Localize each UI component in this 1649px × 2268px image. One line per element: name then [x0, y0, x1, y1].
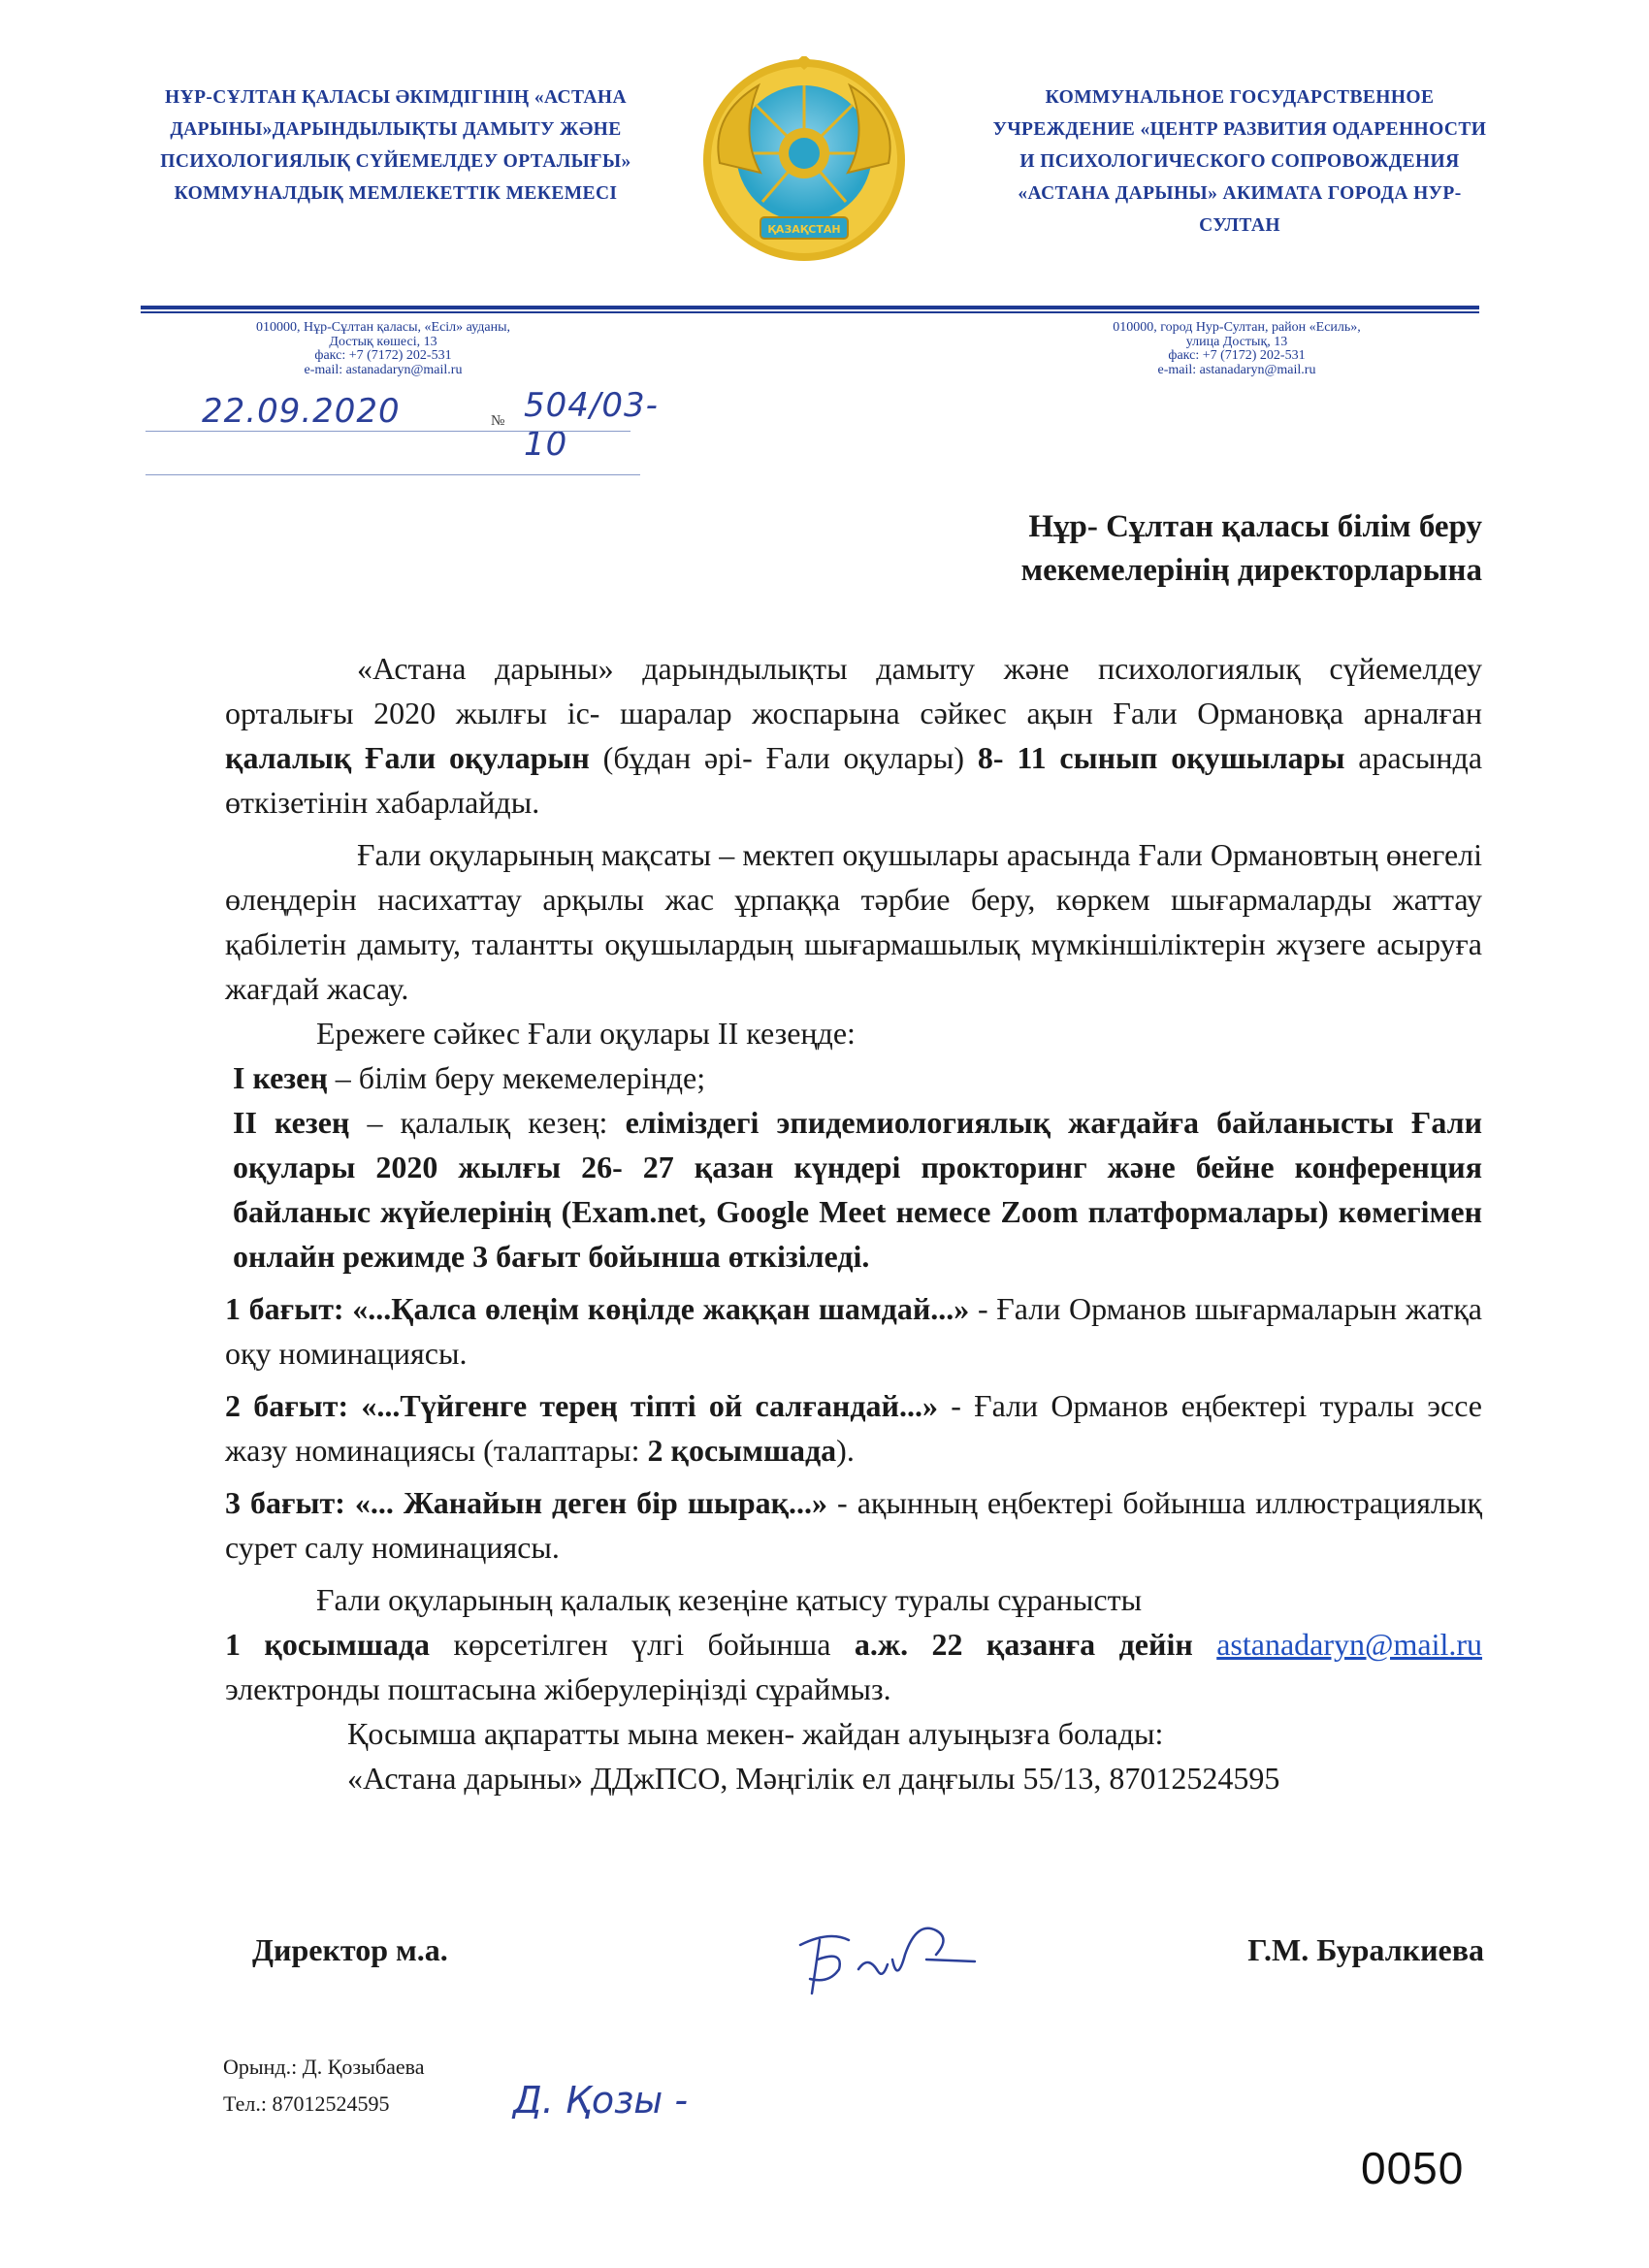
executor-block [223, 2049, 425, 2122]
letter-body [225, 646, 1482, 1800]
registration-row [146, 386, 659, 464]
bold-span: 2 бағыт: «...Түйгенге терең тіпті ой салғандай...» [225, 1388, 938, 1423]
address-line: улица Достық, 13 [1185, 334, 1288, 349]
state-emblem-icon [700, 56, 908, 264]
header-right-organization: КОММУНАЛЬНОЕ ГОСУДАРСТВЕННОЕ УЧРЕЖДЕНИЕ «ЦЕНТР РАЗВИТИЯ ОДАРЕННОСТИ И ПСИХОЛОГИЧЕСКОГО СОПРОВОЖДЕНИЯ «АСТАНА ДАРЫНЫ» АКИМАТА ГОРОДА НУР-СУЛТАН [992, 87, 1487, 236]
address-line: e-mail: astanadaryn@mail.ru [1157, 362, 1316, 377]
executor-signature-icon [509, 2066, 732, 2134]
registration-underline-second [146, 474, 640, 475]
executor-phone: Тел.: 87012524595 [223, 2091, 390, 2116]
bold-span: 3 бағыт: «... Жанайын деген бір шырақ...» [225, 1485, 828, 1520]
address-line: Достық көшесі, 13 [329, 334, 437, 349]
header-left-organization: НҰР-СҰЛТАН ҚАЛАСЫ ӘКІМДІГІНІҢ «АСТАНА ДАРЫНЫ»ДАРЫНДЫЛЫҚТЫ ДАМЫТУ ЖӘНЕ ПСИХОЛОГИЯЛЫҚ СҮЙЕМЕЛДЕУ ОРТАЛЫҒЫ» КОММУНАЛДЫҚ МЕМЛЕКЕТТІК МЕКЕМЕСІ [160, 87, 631, 204]
text-span: көрсетілген үлгі бойынша [430, 1627, 855, 1662]
text-span: - ақынның еңбектері бойынша иллюстрациялық сурет салу номинациясы. [225, 1485, 1483, 1565]
emblem-text: ҚАЗАҚСТАН [767, 223, 841, 236]
bold-span: 1 бағыт: «...Қалса өлеңім көңілде жаққан шамдай...» [225, 1291, 970, 1326]
executor-handwritten: Д. Қозы - [513, 2079, 689, 2122]
bold-span: II кезең [233, 1105, 350, 1140]
bold-span: қалалық Ғали оқуларын [225, 740, 590, 775]
registration-number: 504/03-10 [524, 386, 659, 464]
paragraph-stage-1 [225, 1055, 1482, 1100]
handwritten-signature-icon [791, 1901, 985, 2008]
address-line: факс: +7 (7172) 202-531 [1168, 348, 1306, 363]
address-left [179, 321, 587, 377]
bold-span: а.ж. 22 қазанға дейін [854, 1627, 1193, 1662]
addressee-line-2: мекемелерінің директорларына [1020, 553, 1482, 588]
address-right [1033, 321, 1440, 377]
text-span: ). [836, 1433, 855, 1468]
bold-span: I кезең [233, 1060, 328, 1095]
paragraph-request: Ғали оқуларының қалалық кезеңіне қатысу туралы сұранысты [316, 1582, 1143, 1617]
text-span: «Астана дарыны» дарындылықты дамыту және психологиялық сүйемелдеу орталығы 2020 жылғы іс- шаралар жоспарына сәйкес ақын Ғали Ормановқа арналған [225, 651, 1482, 730]
registration-number-label: № [491, 413, 505, 429]
registration-date: 22.09.2020 [202, 392, 401, 431]
paragraph-contact-address: «Астана дарыны» ДДжПСО, Мәңгілік ел даңғылы 55/13, 87012524595 [347, 1761, 1280, 1796]
paragraph-stages-intro: Ережеге сәйкес Ғали оқулары II кезеңде: [316, 1016, 856, 1051]
paragraph-contact-intro: Қосымша ақпаратты мына мекен- жайдан алуыңызға болады: [347, 1716, 1164, 1751]
header-divider-thin [141, 311, 1479, 313]
paragraph-deadline [225, 1622, 1482, 1711]
executor-name: Орынд.: Д. Қозыбаева [223, 2055, 425, 2079]
text-span: - Ғали Орманов еңбектері туралы эссе жазу номинациясы (талаптары: [225, 1388, 1482, 1468]
bold-span: 1 қосымшада [225, 1627, 431, 1662]
bold-span: 2 қосымшада [647, 1433, 837, 1468]
address-line: 010000, город Нур-Султан, район «Есиль», [1113, 320, 1361, 335]
text-span: электронды поштасына жіберулеріңізді сұраймыз. [225, 1671, 891, 1706]
bold-span: 8- 11 сынып оқушылары [977, 740, 1345, 775]
text-span: - Ғали Орманов шығармаларын жатқа оқу номинациясы. [225, 1291, 1482, 1371]
text-span: – қалалық кезең: [349, 1105, 626, 1140]
page-number: 0050 [1361, 2143, 1465, 2193]
paragraph-direction-3 [225, 1480, 1482, 1570]
text-span: (бұдан әрі- Ғали оқулары) [589, 740, 978, 775]
email-link[interactable]: astanadaryn@mail.ru [1216, 1627, 1483, 1662]
text-span: – білім беру мекемелерінде; [327, 1060, 706, 1095]
address-line: факс: +7 (7172) 202-531 [314, 348, 452, 363]
addressee-block [1021, 505, 1482, 593]
paragraph-purpose: Ғали оқуларының мақсаты – мектеп оқушылары арасында Ғали Ормановтың өнегелі өлеңдерін насихаттау арқылы жас ұрпаққа тәрбие беру, көркем шығармаларды жаттау қабілетін дамыту, талантты оқушылардың шығармашылық мүмкіншіліктерін жүзеге асыруға жағдай жасау. [225, 837, 1482, 1006]
addressee-line-1: Нұр- Сұлтан қаласы білім беру [1028, 509, 1482, 544]
registration-underline [146, 431, 630, 432]
header-divider [141, 306, 1479, 309]
paragraph-direction-2 [225, 1383, 1482, 1473]
paragraph-direction-1 [225, 1286, 1482, 1376]
signatory-title: Директор м.а. [252, 1932, 448, 1967]
signatory-name: Г.М. Буралкиева [1247, 1932, 1484, 1967]
paragraph-stage-2 [225, 1100, 1482, 1279]
address-line: 010000, Нұр-Сұлтан қаласы, «Есіл» ауданы, [255, 320, 511, 335]
address-line: e-mail: astanadaryn@mail.ru [304, 362, 463, 377]
paragraph-intro [225, 646, 1482, 825]
bold-span: еліміздегі эпидемиологиялық жағдайға байланысты Ғали оқулары 2020 жылғы 26- 27 қазан күндері прокторинг және бейне конференция байланыс жүйелерінің (Exam.net, Google Meet немесе Zoom платформалары) көмегімен онлайн режимде 3 бағыт бойынша өткізіледі. [233, 1105, 1483, 1274]
text-span: арасында өткізетінін хабарлайды. [225, 740, 1483, 820]
